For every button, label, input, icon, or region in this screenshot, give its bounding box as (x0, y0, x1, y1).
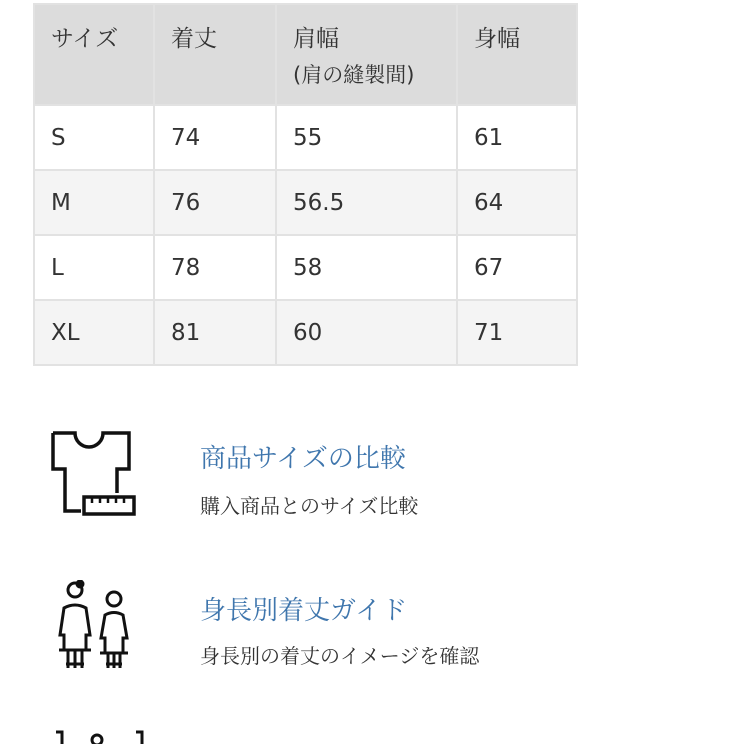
cell: 71 (457, 300, 577, 365)
cell: 56.5 (276, 170, 457, 235)
cell: 61 (457, 105, 577, 170)
table-row (34, 300, 577, 365)
size-compare-link[interactable] (0, 420, 744, 530)
cell: 58 (276, 235, 457, 300)
cell: 81 (154, 300, 276, 365)
table-row (34, 105, 577, 170)
header-shoulder-sub: (肩の縫製間) (293, 63, 415, 87)
feature-title[interactable]: 身長別着丈ガイド (200, 596, 408, 626)
feature-desc: 身長別の着丈のイメージを確認 (200, 644, 480, 668)
size-table (33, 3, 578, 366)
cell: 67 (457, 235, 577, 300)
height-guide-link[interactable] (0, 572, 744, 682)
feature-title[interactable]: 商品サイズの比較 (200, 444, 406, 474)
cell: 60 (276, 300, 457, 365)
header-width: 身幅 (457, 4, 577, 105)
cell: S (34, 105, 154, 170)
shirt-ruler-icon (50, 430, 150, 530)
cell: 64 (457, 170, 577, 235)
cell: M (34, 170, 154, 235)
header-shoulder (276, 4, 457, 105)
header-length: 着丈 (154, 4, 276, 105)
cell: 74 (154, 105, 276, 170)
people-height-icon (50, 580, 150, 680)
header-shoulder-label: 肩幅 (293, 26, 339, 52)
partial-icon (52, 730, 152, 744)
feature-desc: 購入商品とのサイズ比較 (200, 494, 419, 518)
cell: 76 (154, 170, 276, 235)
cell: 78 (154, 235, 276, 300)
cell: XL (34, 300, 154, 365)
table-row (34, 170, 577, 235)
cell: 55 (276, 105, 457, 170)
cell: L (34, 235, 154, 300)
table-row (34, 235, 577, 300)
table-header-row (34, 4, 577, 105)
header-size: サイズ (34, 4, 154, 105)
